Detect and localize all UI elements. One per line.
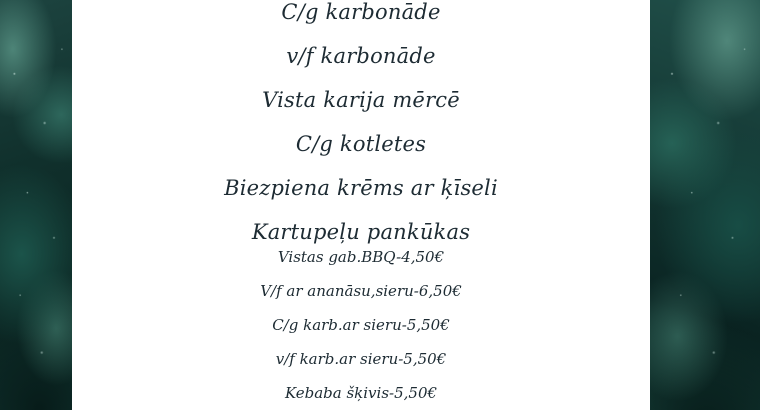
price-item: v/f karb.ar sieru-5,50€ <box>275 350 447 368</box>
menu-content <box>72 0 650 410</box>
price-item: Kebaba šķivis-5,50€ <box>284 384 438 402</box>
dish-item: C/g kotletes <box>295 132 427 156</box>
dish-item: C/g karbonāde <box>281 0 441 24</box>
dish-item: Kartupeļu pankūkas <box>251 220 471 244</box>
dish-item: v/f karbonāde <box>286 44 436 68</box>
price-item: C/g karb.ar sieru-5,50€ <box>272 316 450 334</box>
dish-item: Vista karija mērcē <box>262 88 460 112</box>
dish-list <box>72 0 650 254</box>
price-item: V/f ar ananāsu,sieru-6,50€ <box>260 282 462 300</box>
leaf-photo-left <box>0 0 72 410</box>
dish-item: Biezpiena krēms ar ķīseli <box>224 176 498 200</box>
leaf-photo-right <box>650 0 760 410</box>
leaf-art-right <box>650 0 760 410</box>
price-list <box>72 240 650 410</box>
price-item: Vistas gab.BBQ-4,50€ <box>277 248 445 266</box>
leaf-art-left <box>0 0 72 410</box>
